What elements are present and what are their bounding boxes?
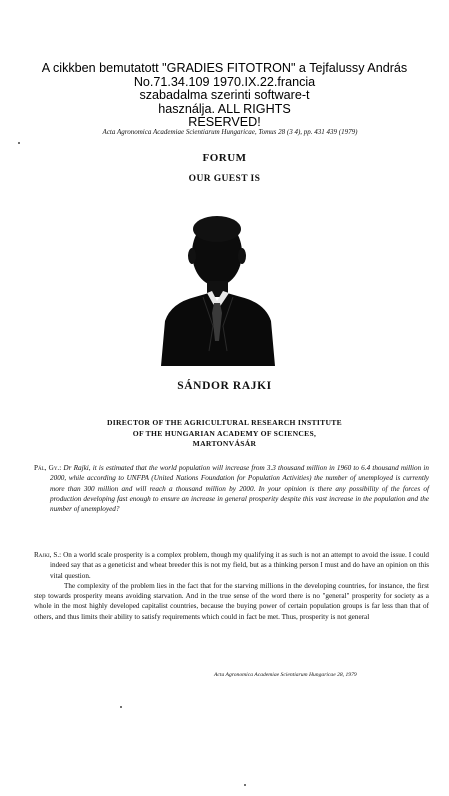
guest-affiliation: [0, 418, 449, 450]
interviewer-name: Pál, Gy.:: [34, 464, 62, 472]
guest-speaker-name: Rajki, S.:: [34, 551, 62, 559]
scan-speck: [18, 142, 20, 144]
scan-speck: [244, 784, 246, 786]
notice-line-4: használja. ALL RIGHTS: [158, 101, 291, 116]
section-title: FORUM: [202, 152, 247, 164]
guest-answer: [34, 550, 429, 622]
affiliation-line-3: MARTONVÁSÁR: [192, 439, 257, 448]
guest-heading: OUR GUEST IS: [188, 174, 261, 184]
guest-name: SÁNDOR RAJKI: [177, 380, 272, 392]
interviewer-question: [34, 463, 429, 514]
notice-line-2: No.71.34.109 1970.IX.22.francia: [133, 74, 316, 89]
page-footer: Acta Agronomica Academiae Scientiarum Hungaricae 28, 1979: [214, 672, 357, 678]
question-text: Dr Rajki, it is estimated that the world population will increase from 3.3 thousand million in 1960 to 6.4 thousand million in 2000, while according to UNFPA (United Nations Foundation for Population Activities) the number of unemployed is currently more than 300 million and will reach a thousand million by 2000. In your opinion is there any possibility of the forces of production developing fast enough to ensure an increase in general prosperity despite this vast increase in the population and the number of unemployed?: [50, 464, 429, 514]
affiliation-line-2: OF THE HUNGARIAN ACADEMY OF SCIENCES,: [132, 428, 317, 438]
notice-line-3: szabadalma szerinti software-t: [139, 88, 310, 103]
answer-text-1: On a world scale prosperity is a complex problem, though my qualifying it as such is not an attempt to avoid the issue. I could indeed say that as a geneticist and wheat breeder this is not my field, but as a thinking person I must and do have an opinion on this vital question.: [50, 551, 430, 580]
portrait-photo: [153, 201, 283, 366]
journal-citation: Acta Agronomica Academiae Scientiarum Hungaricae, Tomus 28 (3 4), pp. 431 439 (1979): [102, 128, 358, 136]
answer-paragraph-1: [34, 550, 429, 581]
copyright-notice: [0, 62, 449, 130]
answer-paragraph-2: The complexity of the problem lies in the fact that for the starving millions in the developing countries, for instance, the first step towards prosperity means avoiding starvation. And in the true sense of the word there is no "general" prosperity for society as a whole in the most highly developed capitalist countries, because the buying power of certain population groups is far less than that of others, and thus limits their ability to satisfy requirements which could in fact be met. Thus, prosperity is not general: [34, 581, 429, 621]
notice-line-5: RESERVED!: [188, 115, 261, 130]
scan-speck: [120, 706, 122, 708]
notice-line-1: A cikkben bemutatott "GRADIES FITOTRON" a Tejfalussy András: [41, 61, 408, 75]
affiliation-line-1: DIRECTOR OF THE AGRICULTURAL RESEARCH INSTITUTE: [106, 418, 342, 427]
question-paragraph: [34, 463, 429, 514]
